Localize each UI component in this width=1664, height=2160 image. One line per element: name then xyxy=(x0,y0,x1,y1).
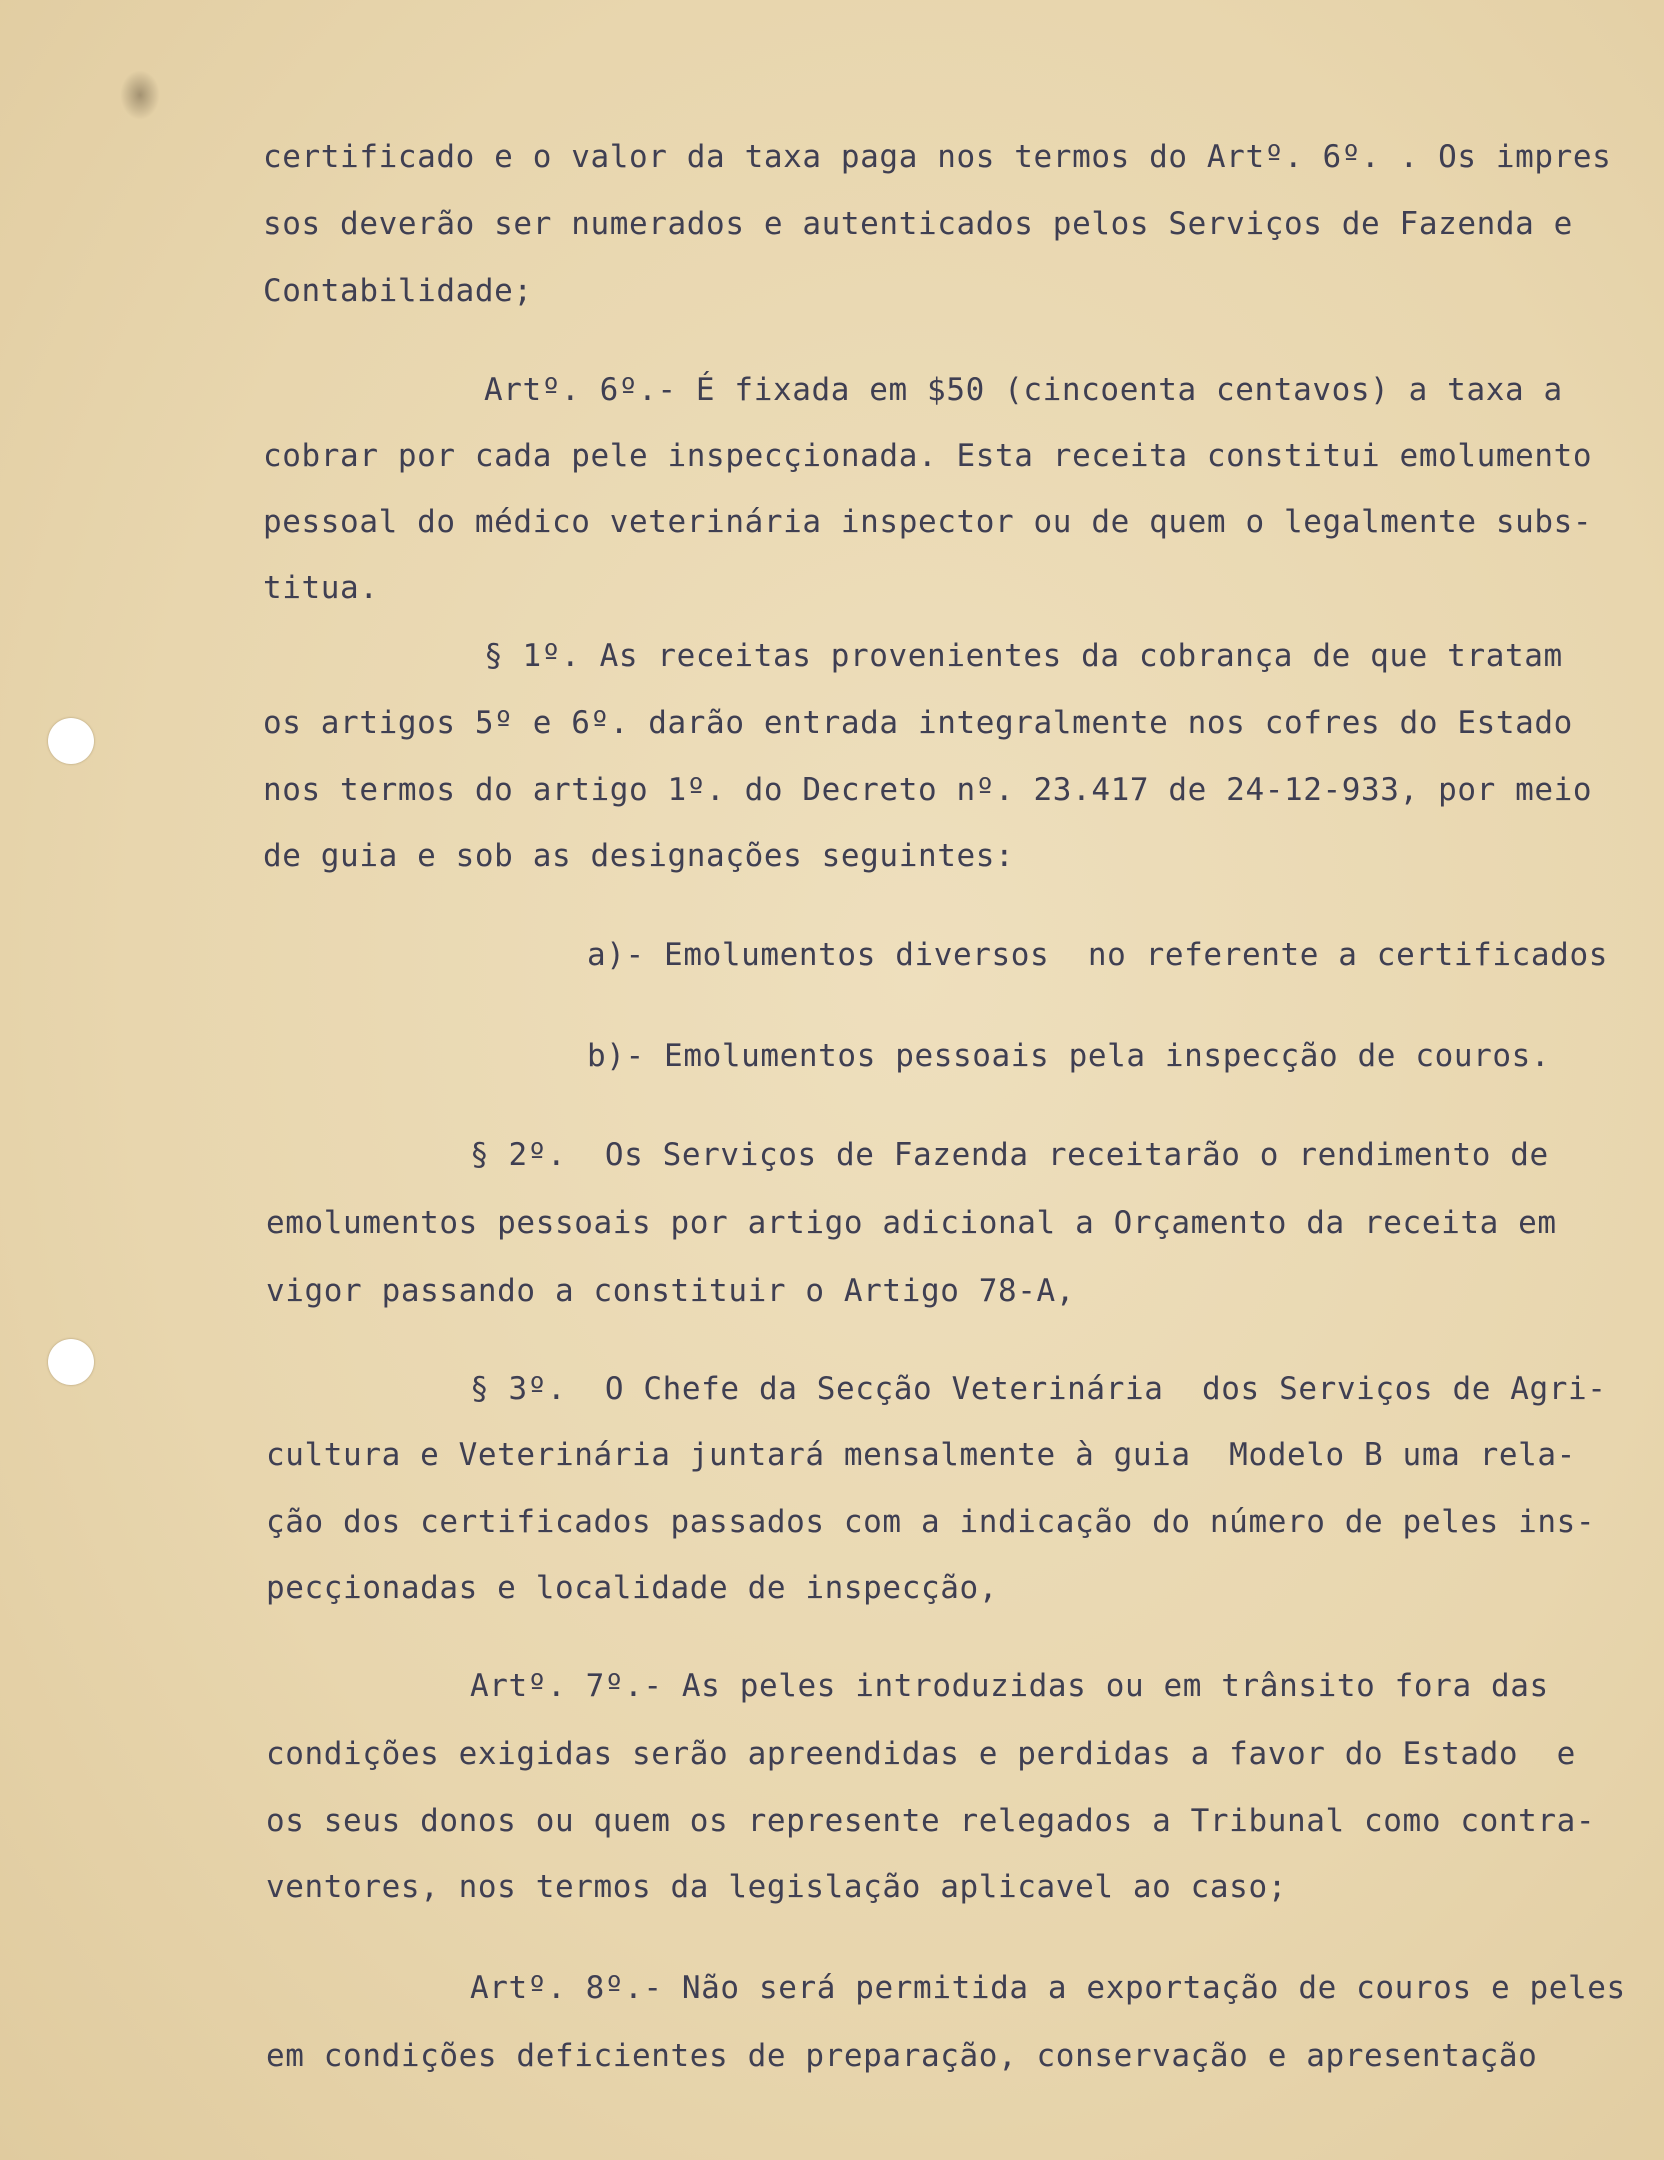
text-line: certificado e o valor da taxa paga nos termos do Artº. 6º. . Os impres xyxy=(263,139,1612,175)
text-line: § 3º. O Chefe da Secção Veterinária dos Serviços de Agri- xyxy=(470,1371,1607,1407)
text-line: Artº. 8º.- Não será permitida a exportação de couros e peles xyxy=(470,1970,1626,2006)
text-line: nos termos do artigo 1º. do Decreto nº. 23.417 de 24-12-933, por meio xyxy=(263,772,1593,808)
punch-hole-top xyxy=(48,718,94,764)
text-line: de guia e sob as designações seguintes: xyxy=(263,838,1015,874)
text-line: vigor passando a constituir o Artigo 78-A, xyxy=(266,1273,1076,1309)
text-line: a)- Emolumentos diversos no referente a certificados xyxy=(587,937,1608,973)
text-line: ção dos certificados passados com a indicação do número de peles ins- xyxy=(266,1504,1596,1540)
text-line: sos deverão ser numerados e autenticados pelos Serviços de Fazenda e xyxy=(263,206,1573,242)
punch-hole-bottom xyxy=(48,1339,94,1385)
text-line: § 2º. Os Serviços de Fazenda receitarão o rendimento de xyxy=(470,1137,1549,1173)
text-line: os artigos 5º e 6º. darão entrada integralmente nos cofres do Estado xyxy=(263,705,1573,741)
text-line: cultura e Veterinária juntará mensalmente à guia Modelo B uma rela- xyxy=(266,1437,1576,1473)
text-line: os seus donos ou quem os represente relegados a Tribunal como contra- xyxy=(266,1803,1596,1839)
text-line: em condições deficientes de preparação, conservação e apresentação xyxy=(266,2038,1538,2074)
text-line: Artº. 6º.- É fixada em $50 (cincoenta centavos) a taxa a xyxy=(484,372,1563,408)
text-line: titua. xyxy=(263,570,379,606)
text-line: condições exigidas serão apreendidas e perdidas a favor do Estado e xyxy=(266,1736,1576,1772)
text-line: pecçionadas e localidade de inspecção, xyxy=(266,1570,999,1606)
text-line: emolumentos pessoais por artigo adicional a Orçamento da receita em xyxy=(266,1205,1557,1241)
text-line: pessoal do médico veterinária inspector ou de quem o legalmente subs- xyxy=(263,504,1593,540)
text-line: ventores, nos termos da legislação aplicavel ao caso; xyxy=(266,1869,1287,1905)
text-line: Contabilidade; xyxy=(263,273,533,309)
text-line: b)- Emolumentos pessoais pela inspecção de couros. xyxy=(587,1038,1551,1074)
text-line: Artº. 7º.- As peles introduzidas ou em trânsito fora das xyxy=(470,1668,1549,1704)
stain-mark xyxy=(120,70,160,120)
text-line: § 1º. As receitas provenientes da cobrança de que tratam xyxy=(484,638,1563,674)
text-line: cobrar por cada pele inspecçionada. Esta receita constitui emolumento xyxy=(263,438,1593,474)
